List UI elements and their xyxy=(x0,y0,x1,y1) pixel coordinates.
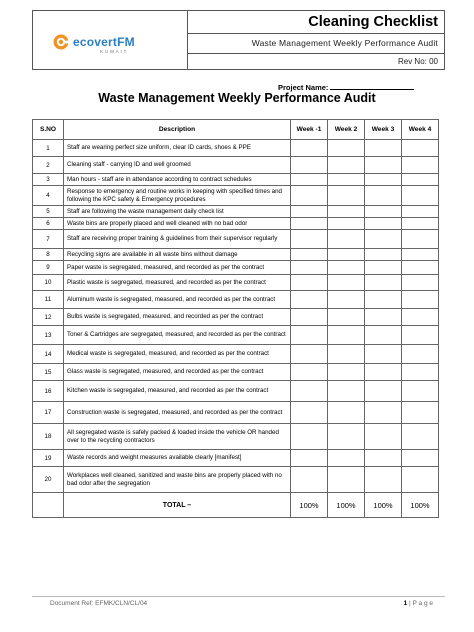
row-description: Staff are following the waste management daily check list xyxy=(64,206,291,218)
week1-check-cell[interactable] xyxy=(291,186,328,206)
header-title: Cleaning Checklist xyxy=(187,11,444,34)
week3-check-cell[interactable] xyxy=(365,186,402,206)
week2-check-cell[interactable] xyxy=(328,275,365,291)
week1-check-cell[interactable] xyxy=(291,291,328,309)
row-number: 1 xyxy=(33,140,64,157)
week4-check-cell[interactable] xyxy=(402,345,439,364)
week1-check-cell[interactable] xyxy=(291,157,328,174)
week2-check-cell[interactable] xyxy=(328,309,365,326)
week4-check-cell[interactable] xyxy=(402,381,439,402)
row-number: 14 xyxy=(33,345,64,364)
total-row xyxy=(33,493,439,518)
row-number: 5 xyxy=(33,206,64,218)
week2-check-cell[interactable] xyxy=(328,364,365,381)
row-description: Plastic waste is segregated, measured, and recorded as per the contract xyxy=(64,275,291,291)
week4-check-cell[interactable] xyxy=(402,206,439,218)
page-number xyxy=(404,600,433,607)
row-number: 16 xyxy=(33,381,64,402)
week1-check-cell[interactable] xyxy=(291,140,328,157)
col-header-sno: S.NO xyxy=(33,120,64,140)
row-description: Bulbs waste is segregated, measured, and recorded as per the contract xyxy=(64,309,291,326)
week1-check-cell[interactable] xyxy=(291,326,328,345)
week1-check-cell[interactable] xyxy=(291,249,328,261)
row-description: Waste records and weight measures available clearly [manifest] xyxy=(64,450,291,467)
week3-check-cell[interactable] xyxy=(365,218,402,230)
week1-check-cell[interactable] xyxy=(291,364,328,381)
table-row xyxy=(33,326,439,345)
week2-check-cell[interactable] xyxy=(328,424,365,450)
week4-check-cell[interactable] xyxy=(402,326,439,345)
week3-check-cell[interactable] xyxy=(365,230,402,249)
table-row xyxy=(33,309,439,326)
week4-check-cell[interactable] xyxy=(402,140,439,157)
week2-check-cell[interactable] xyxy=(328,402,365,424)
week2-check-cell[interactable] xyxy=(328,206,365,218)
header-block xyxy=(32,10,445,70)
week1-check-cell[interactable] xyxy=(291,261,328,275)
week3-check-cell[interactable] xyxy=(365,402,402,424)
table-row xyxy=(33,230,439,249)
row-description: Construction waste is segregated, measured, and recorded as per the contract xyxy=(64,402,291,424)
total-week1: 100% xyxy=(291,493,328,518)
row-description: Waste bins are properly placed and well cleaned with no bad odor xyxy=(64,218,291,230)
week2-check-cell[interactable] xyxy=(328,467,365,493)
table-row xyxy=(33,140,439,157)
total-week2: 100% xyxy=(328,493,365,518)
week3-check-cell[interactable] xyxy=(365,261,402,275)
total-label: TOTAL – xyxy=(64,493,291,518)
row-description: Glass waste is segregated, measured, and recorded as per the contract xyxy=(64,364,291,381)
week2-check-cell[interactable] xyxy=(328,291,365,309)
week3-check-cell[interactable] xyxy=(365,467,402,493)
table-row xyxy=(33,261,439,275)
document-title: Waste Management Weekly Performance Audit xyxy=(98,91,376,105)
week4-check-cell[interactable] xyxy=(402,218,439,230)
row-number: 17 xyxy=(33,402,64,424)
revision-number: Rev No: 00 xyxy=(397,57,438,66)
week1-check-cell[interactable] xyxy=(291,206,328,218)
week2-check-cell[interactable] xyxy=(328,450,365,467)
week2-check-cell[interactable] xyxy=(328,157,365,174)
document-reference: Document Ref: EFMK/CLN/CL/04 xyxy=(50,600,148,607)
row-description: Response to emergency and routine works in keeping with specified times and following the KPC safety & Emergency procedures xyxy=(64,186,291,206)
week2-check-cell[interactable] xyxy=(328,218,365,230)
ecovert-logo-icon xyxy=(53,34,69,50)
week4-check-cell[interactable] xyxy=(402,186,439,206)
week3-check-cell[interactable] xyxy=(365,291,402,309)
row-number: 15 xyxy=(33,364,64,381)
col-header-week4: Week 4 xyxy=(402,120,439,140)
header-subtitle: Waste Management Weekly Performance Audit xyxy=(187,34,444,54)
total-week4: 100% xyxy=(402,493,439,518)
table-row xyxy=(33,206,439,218)
week1-check-cell[interactable] xyxy=(291,467,328,493)
table-row xyxy=(33,174,439,186)
audit-table xyxy=(32,119,439,518)
row-number: 18 xyxy=(33,424,64,450)
row-number: 2 xyxy=(33,157,64,174)
week2-check-cell[interactable] xyxy=(328,186,365,206)
col-header-week1: Week -1 xyxy=(291,120,328,140)
project-name-label: Project Name: xyxy=(278,83,329,92)
week2-check-cell[interactable] xyxy=(328,174,365,186)
total-empty-cell xyxy=(33,493,64,518)
week3-check-cell[interactable] xyxy=(365,364,402,381)
row-number: 7 xyxy=(33,230,64,249)
project-name-blank[interactable] xyxy=(330,82,414,90)
logo-subtext: KUWAIT xyxy=(100,49,129,54)
week2-check-cell[interactable] xyxy=(328,230,365,249)
row-number: 4 xyxy=(33,186,64,206)
row-description: Man hours - staff are in attendance according to contract schedules xyxy=(64,174,291,186)
week3-check-cell[interactable] xyxy=(365,157,402,174)
week1-check-cell[interactable] xyxy=(291,381,328,402)
row-number: 10 xyxy=(33,275,64,291)
week2-check-cell[interactable] xyxy=(328,345,365,364)
week1-check-cell[interactable] xyxy=(291,345,328,364)
row-number: 20 xyxy=(33,467,64,493)
header-right xyxy=(187,11,444,69)
week4-check-cell[interactable] xyxy=(402,230,439,249)
week4-check-cell[interactable] xyxy=(402,364,439,381)
week2-check-cell[interactable] xyxy=(328,140,365,157)
col-header-description: Description xyxy=(64,120,291,140)
row-description: Cleaning staff - carrying ID and well groomed xyxy=(64,157,291,174)
row-number: 19 xyxy=(33,450,64,467)
table-header-row xyxy=(33,120,439,140)
row-description: Staff are receiving proper training & guidelines from their supervisor regularly xyxy=(64,230,291,249)
table-row xyxy=(33,450,439,467)
week4-check-cell[interactable] xyxy=(402,424,439,450)
week3-check-cell[interactable] xyxy=(365,345,402,364)
table-row xyxy=(33,364,439,381)
week3-check-cell[interactable] xyxy=(365,381,402,402)
row-description: Medical waste is segregated, measured, and recorded as per the contract xyxy=(64,345,291,364)
week3-check-cell[interactable] xyxy=(365,174,402,186)
table-row xyxy=(33,291,439,309)
row-number: 11 xyxy=(33,291,64,309)
row-number: 3 xyxy=(33,174,64,186)
row-number: 9 xyxy=(33,261,64,275)
week4-check-cell[interactable] xyxy=(402,309,439,326)
table-row xyxy=(33,275,439,291)
week1-check-cell[interactable] xyxy=(291,230,328,249)
week4-check-cell[interactable] xyxy=(402,275,439,291)
row-description: Workplaces well cleaned, sanitized and waste bins are properly placed with no bad odor after the segregation xyxy=(64,467,291,493)
week4-check-cell[interactable] xyxy=(402,450,439,467)
total-week3: 100% xyxy=(365,493,402,518)
week2-check-cell[interactable] xyxy=(328,326,365,345)
table-row xyxy=(33,467,439,493)
week3-check-cell[interactable] xyxy=(365,275,402,291)
row-number: 12 xyxy=(33,309,64,326)
week4-check-cell[interactable] xyxy=(402,249,439,261)
col-header-week2: Week 2 xyxy=(328,120,365,140)
logo-cell xyxy=(33,11,188,69)
row-number: 6 xyxy=(33,218,64,230)
week2-check-cell[interactable] xyxy=(328,261,365,275)
week3-check-cell[interactable] xyxy=(365,140,402,157)
row-description: Recycling signs are available in all waste bins without damage xyxy=(64,249,291,261)
table-row xyxy=(33,345,439,364)
week2-check-cell[interactable] xyxy=(328,381,365,402)
table-row xyxy=(33,249,439,261)
row-description: Toner & Cartridges are segregated, measured, and recorded as per the contract xyxy=(64,326,291,345)
week4-check-cell[interactable] xyxy=(402,174,439,186)
week1-check-cell[interactable] xyxy=(291,424,328,450)
row-description: All segregated waste is safely packed & loaded inside the vehicle OR handed over to the recycling contractors xyxy=(64,424,291,450)
page-number-text: | P a g e xyxy=(407,600,433,607)
week1-check-cell[interactable] xyxy=(291,174,328,186)
week3-check-cell[interactable] xyxy=(365,309,402,326)
week3-check-cell[interactable] xyxy=(365,424,402,450)
table-row xyxy=(33,381,439,402)
week3-check-cell[interactable] xyxy=(365,450,402,467)
week4-check-cell[interactable] xyxy=(402,467,439,493)
table-row xyxy=(33,424,439,450)
week4-check-cell[interactable] xyxy=(402,291,439,309)
page-number-value: 1 xyxy=(403,600,408,607)
week3-check-cell[interactable] xyxy=(365,249,402,261)
row-number: 8 xyxy=(33,249,64,261)
row-description: Kitchen waste is segregated, measured, and recorded as per the contract xyxy=(64,381,291,402)
week1-check-cell[interactable] xyxy=(291,402,328,424)
week3-check-cell[interactable] xyxy=(365,206,402,218)
table-row xyxy=(33,157,439,174)
row-description: Aluminum waste is segregated, measured, and recorded as per the contract xyxy=(64,291,291,309)
table-row xyxy=(33,402,439,424)
table-row xyxy=(33,186,439,206)
week2-check-cell[interactable] xyxy=(328,249,365,261)
week1-check-cell[interactable] xyxy=(291,275,328,291)
page-footer xyxy=(32,596,445,607)
table-row xyxy=(33,218,439,230)
week4-check-cell[interactable] xyxy=(402,157,439,174)
week3-check-cell[interactable] xyxy=(365,326,402,345)
week1-check-cell[interactable] xyxy=(291,450,328,467)
row-number: 13 xyxy=(33,326,64,345)
week4-check-cell[interactable] xyxy=(402,402,439,424)
week1-check-cell[interactable] xyxy=(291,218,328,230)
col-header-week3: Week 3 xyxy=(365,120,402,140)
row-description: Staff are wearing perfect size uniform, clear ID cards, shoes & PPE xyxy=(64,140,291,157)
logo-text: ecovertFM xyxy=(73,35,135,49)
week4-check-cell[interactable] xyxy=(402,261,439,275)
row-description: Paper waste is segregated, measured, and recorded as per the contract xyxy=(64,261,291,275)
week1-check-cell[interactable] xyxy=(291,309,328,326)
